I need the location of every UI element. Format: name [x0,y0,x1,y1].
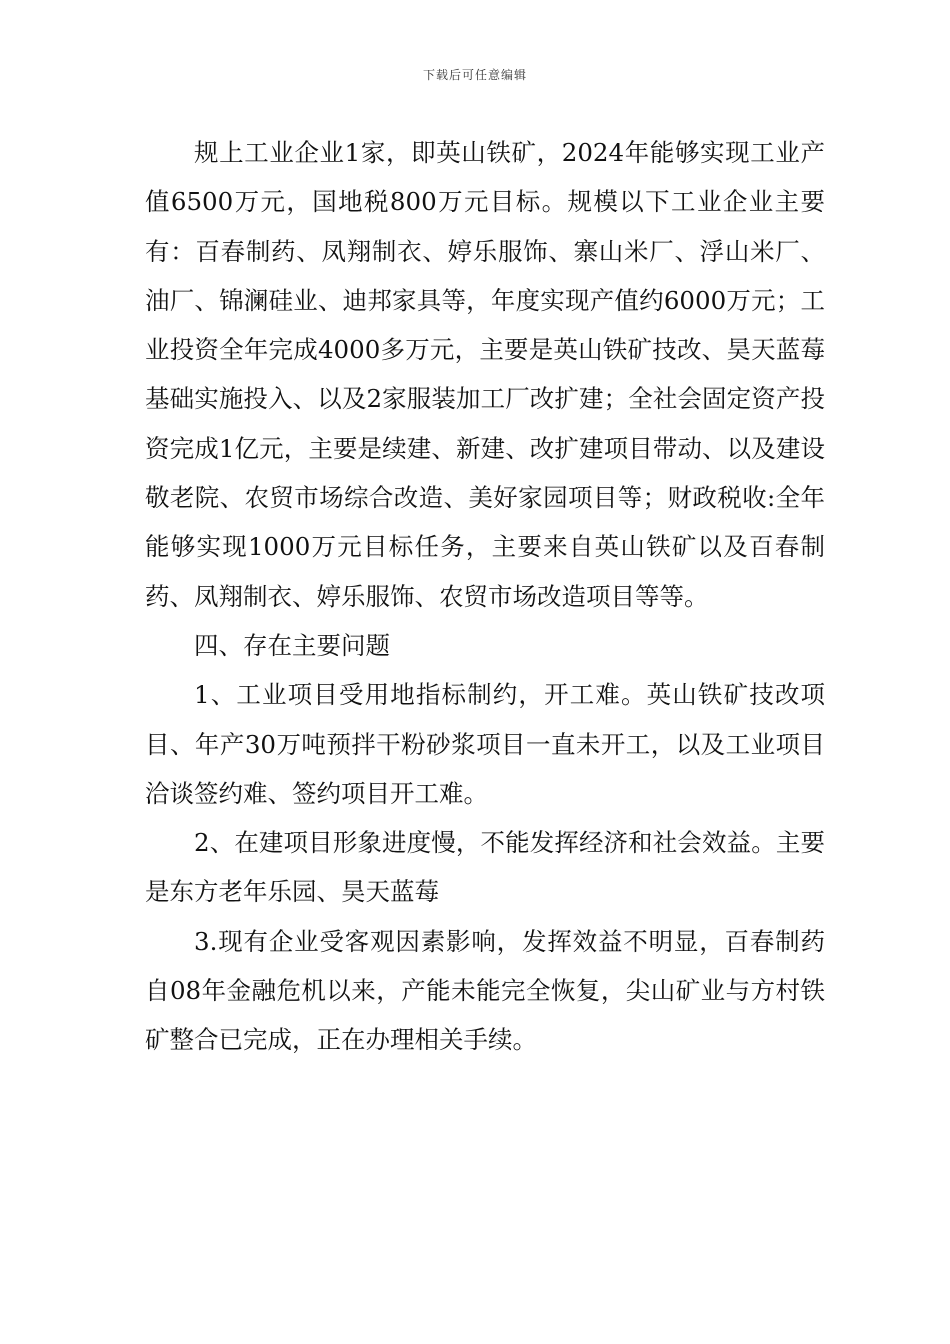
paragraph-problem-1: 1、工业项目受用地指标制约，开工难。英山铁矿技改项目、年产30万吨预拌干粉砂浆项目一直未开工，以及工业项目洽谈签约难、签约项目开工难。 [145,680,825,808]
header-note: 下载后可任意编辑 [422,68,527,82]
paragraph-industry-summary: 规上工业企业1家，即英山铁矿，2024年能够实现工业产值6500万元，国地税800万元目标。规模以下工业企业主要有：百春制药、凤翔制衣、婷乐服饰、寨山米厂、浮山米厂、油厂、锦澜硅业、迪邦家具等，年度实现产值约6000万元；工业投资全年完成4000多万元，主要是英山铁矿技改、昊天蓝莓基础实施投入、以及2家服装加工厂改扩建；全社会固定资产投资完成1亿元，主要是续建、新建、改扩建项目带动、以及建设敬老院、农贸市场综合改造、美好家园项目等；财政税收:全年能够实现1000万元目标任务，主要来自英山铁矿以及百春制药、凤翔制衣、婷乐服饰、农贸市场改造项目等等。 [145,138,825,611]
section-heading-problems: 四、存在主要问题 [194,630,390,660]
document-body [145,128,825,1065]
paragraph-problem-3: 3.现有企业受客观因素影响，发挥效益不明显，百春制药自08年金融危机以来，产能未能完全恢复，尖山矿业与方村铁矿整合已完成，正在办理相关手续。 [145,926,825,1055]
paragraph-problem-2: 2、在建项目形象进度慢，不能发挥经济和社会效益。主要是东方老年乐园、昊天蓝莓 [145,828,825,907]
